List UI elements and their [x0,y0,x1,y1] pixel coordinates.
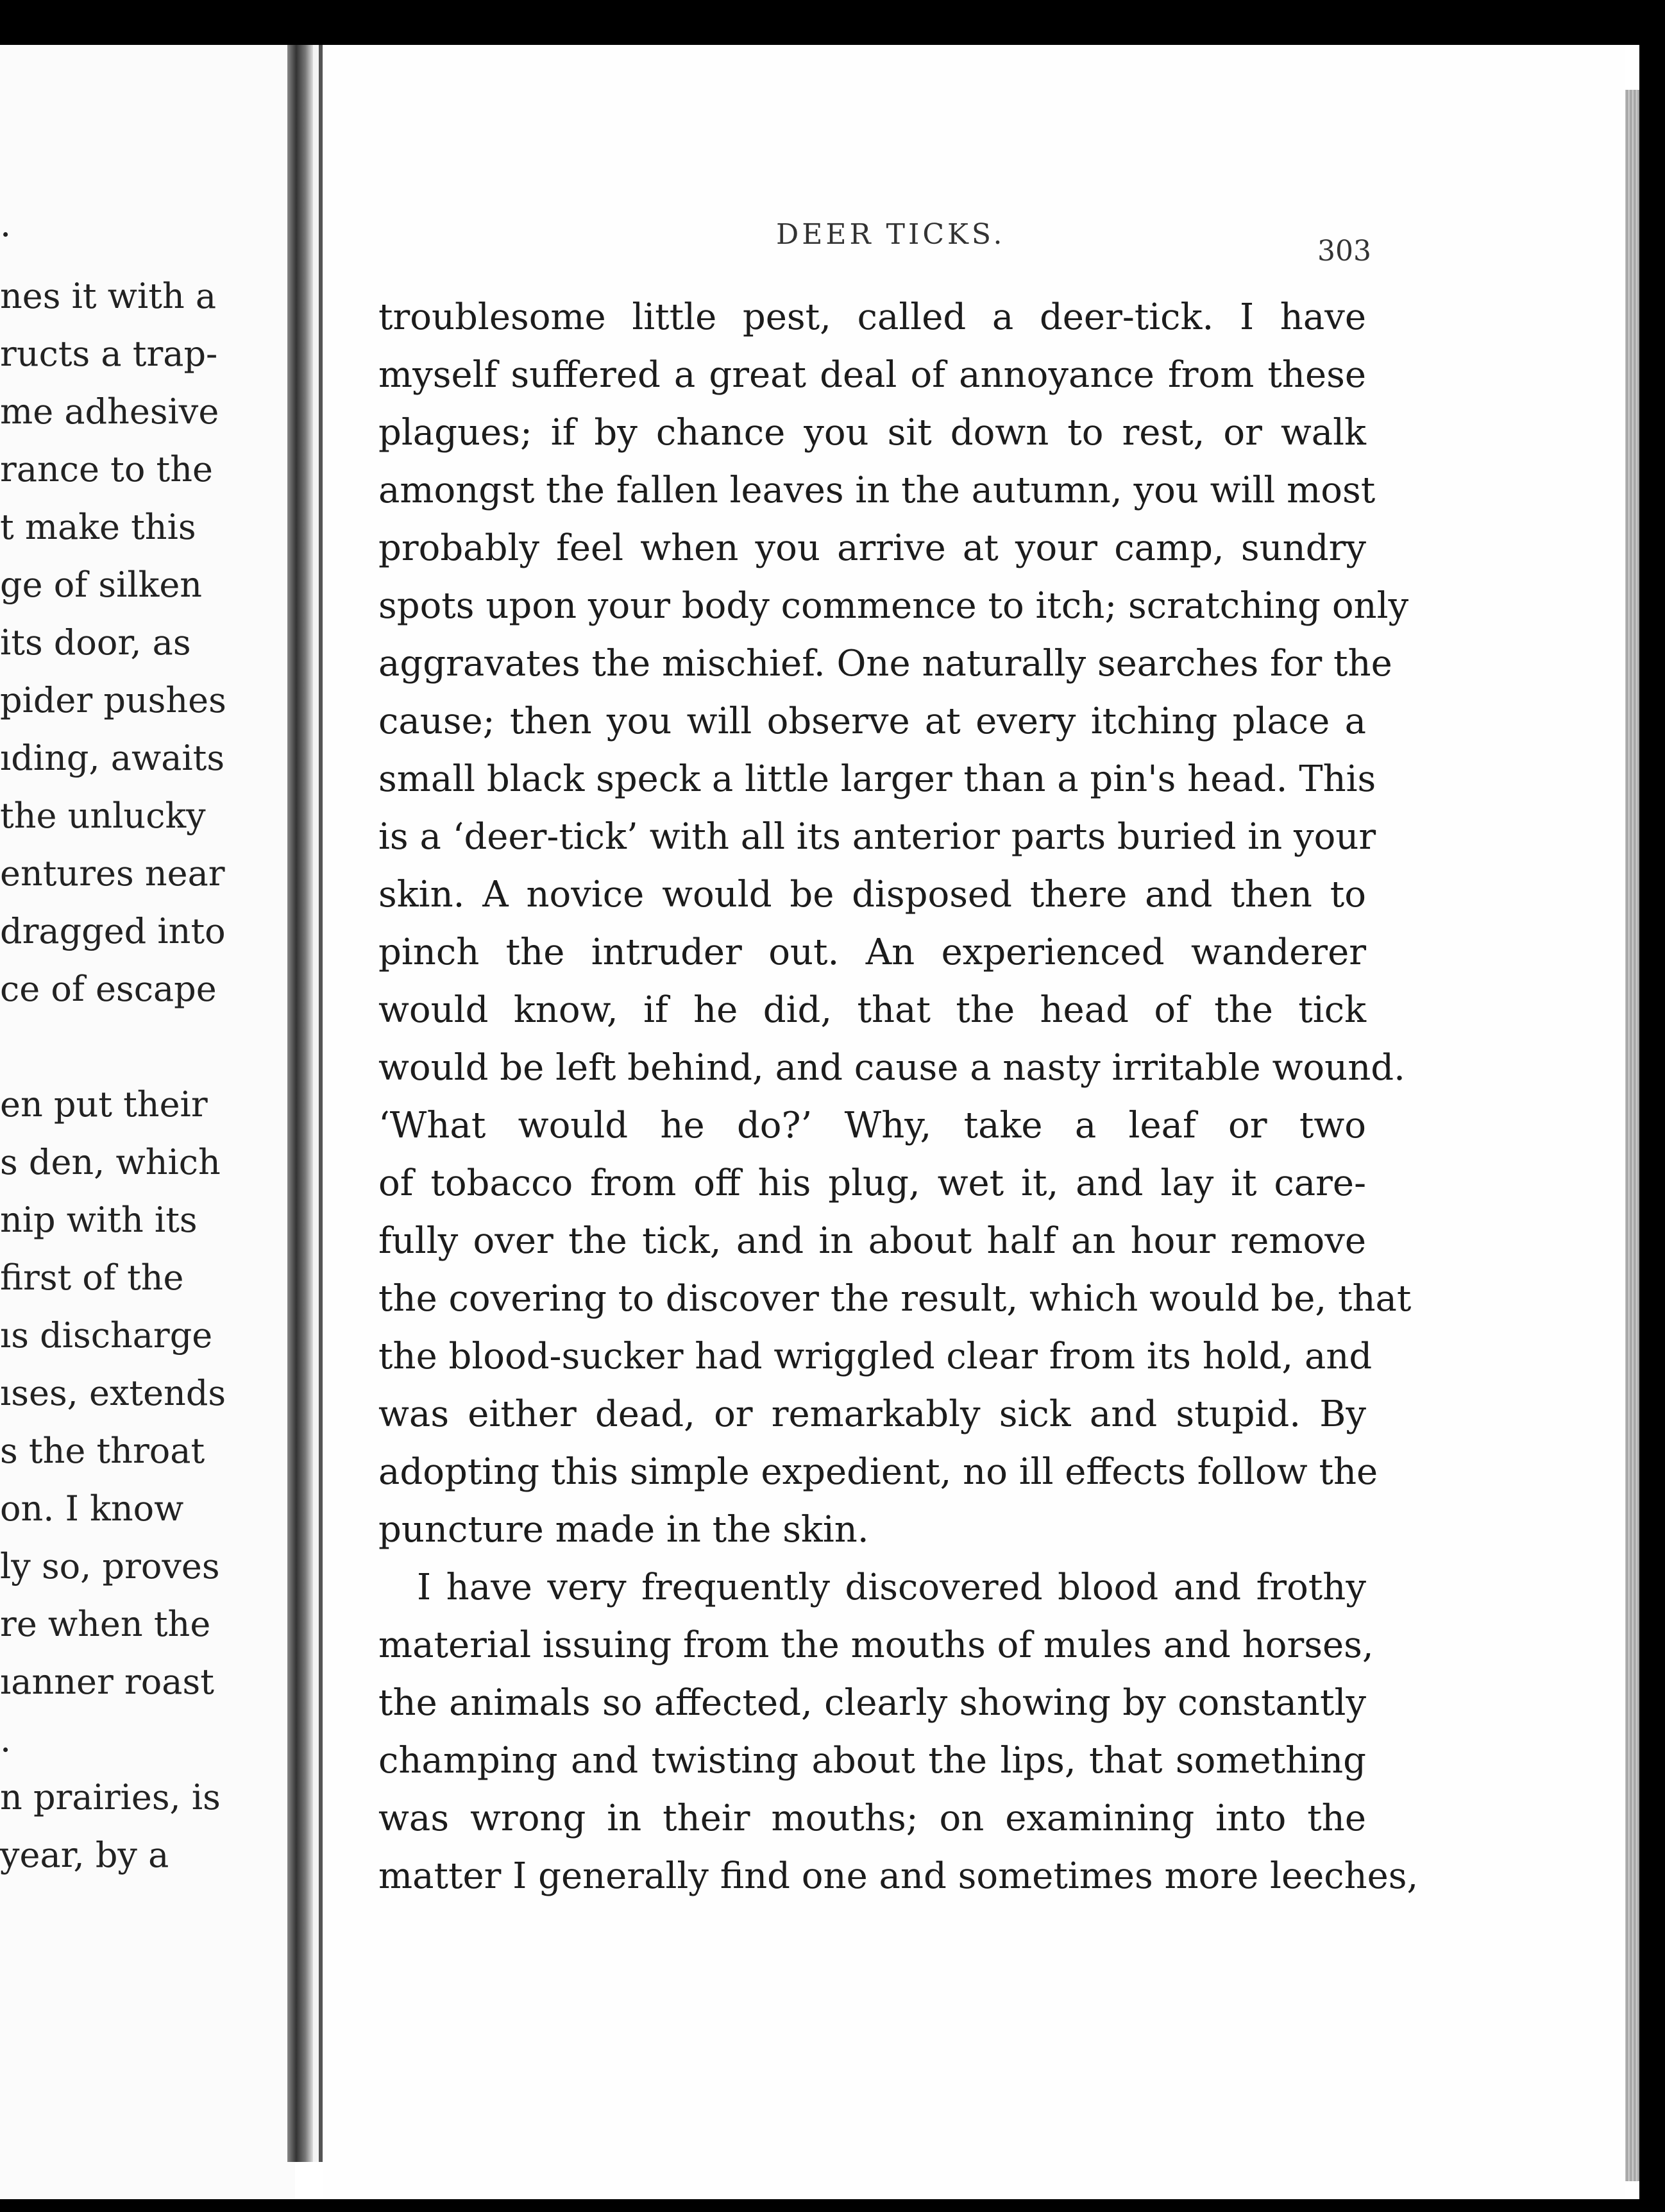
left-line: s den, which [0,1142,221,1182]
left-line: its door, as [0,622,191,663]
body-text [378,289,1419,1905]
text-line: the covering to discover the result, which would be, that [378,1278,1412,1320]
text-line: would know, if he did, that the head of the tick [378,989,1366,1031]
scan-border-bottom [0,2199,1665,2212]
text-line: of tobacco from off his plug, wet it, and lay it care- [378,1162,1366,1204]
left-line: ıs discharge [0,1315,213,1356]
book-spine-shadow [287,45,313,2162]
text-line: cause; then you will observe at every itching place a [378,701,1366,742]
text-line: the animals so affected, clearly showing by constantly [378,1682,1366,1724]
page-edge-line [319,45,323,2162]
text-line: fully over the tick, and in about half an hour remove [378,1220,1366,1262]
left-line: me adhesive [0,391,219,432]
text-line: is a ‘deer-tick’ with all its anterior parts buried in your [378,816,1376,858]
text-line: plagues; if by chance you sit down to rest, or walk [378,412,1366,454]
text-line: spots upon your body commence to itch; scratching only [378,585,1409,627]
running-header: DEER TICKS. [776,218,1006,251]
text-line: matter I generally find one and sometimes more leeches, [378,1855,1419,1897]
left-line: . [0,204,12,244]
left-line: en put their [0,1084,208,1125]
text-line: ‘What would he do?’ Why, take a leaf or two [378,1105,1366,1146]
text-line: adopting this simple expedient, no ill effects follow the [378,1451,1378,1493]
left-line: on. I know [0,1488,184,1529]
page-number: 303 [1317,235,1371,268]
left-line: dragged into [0,911,226,951]
left-line: ıding, awaits [0,738,225,778]
text-line: the blood-sucker had wriggled clear from its hold, and [378,1336,1373,1377]
scan-border-top [0,0,1665,45]
left-line: nes it with a [0,276,217,316]
left-line: ıses, extends [0,1373,226,1413]
text-line: pinch the intruder out. An experienced wanderer [378,932,1366,973]
left-line: the unlucky [0,795,206,836]
text-line: skin. A novice would be disposed there and then to [378,874,1366,915]
left-line: ıanner roast [0,1662,214,1702]
page-fore-edge [1625,90,1639,2181]
text-line: myself suffered a great deal of annoyance from these [378,354,1366,396]
text-line-paragraph-start: I have very frequently discovered blood and frothy [417,1567,1366,1608]
scan-border-right [1639,0,1665,2212]
text-line: amongst the fallen leaves in the autumn, you will most [378,470,1376,511]
left-line: year, by a [0,1835,169,1875]
text-line: small black speck a little larger than a pin's head. This [378,758,1376,800]
text-line-paragraph-end: puncture made in the skin. [378,1509,869,1551]
left-line: s the throat [0,1431,205,1471]
left-line: . [0,1719,12,1760]
left-line: n prairies, is [0,1777,221,1817]
left-line: pider pushes [0,680,226,720]
left-line: t make this [0,507,196,547]
text-line: troublesome little pest, called a deer-tick. I have [378,296,1366,338]
left-line: ce of escape [0,969,217,1009]
left-line: ly so, proves [0,1546,220,1587]
text-line: champing and twisting about the lips, that something [378,1740,1366,1782]
left-line: nip with its [0,1200,198,1240]
text-line: material issuing from the mouths of mules and horses, [378,1624,1374,1666]
left-line: re when the [0,1604,211,1644]
left-line: entures near [0,853,225,894]
left-line: ge of silken [0,565,203,605]
left-page [0,45,295,2199]
left-line: ructs a trap- [0,334,218,374]
left-line: rance to the [0,449,213,489]
text-line: aggravates the mischief. One naturally searches for the [378,643,1392,685]
text-line: was either dead, or remarkably sick and stupid. By [378,1393,1366,1435]
text-line: was wrong in their mouths; on examining into the [378,1798,1366,1839]
text-line: would be left behind, and cause a nasty irritable wound. [378,1047,1405,1089]
text-line: probably feel when you arrive at your camp, sundry [378,527,1366,569]
left-line: first of the [0,1257,184,1298]
